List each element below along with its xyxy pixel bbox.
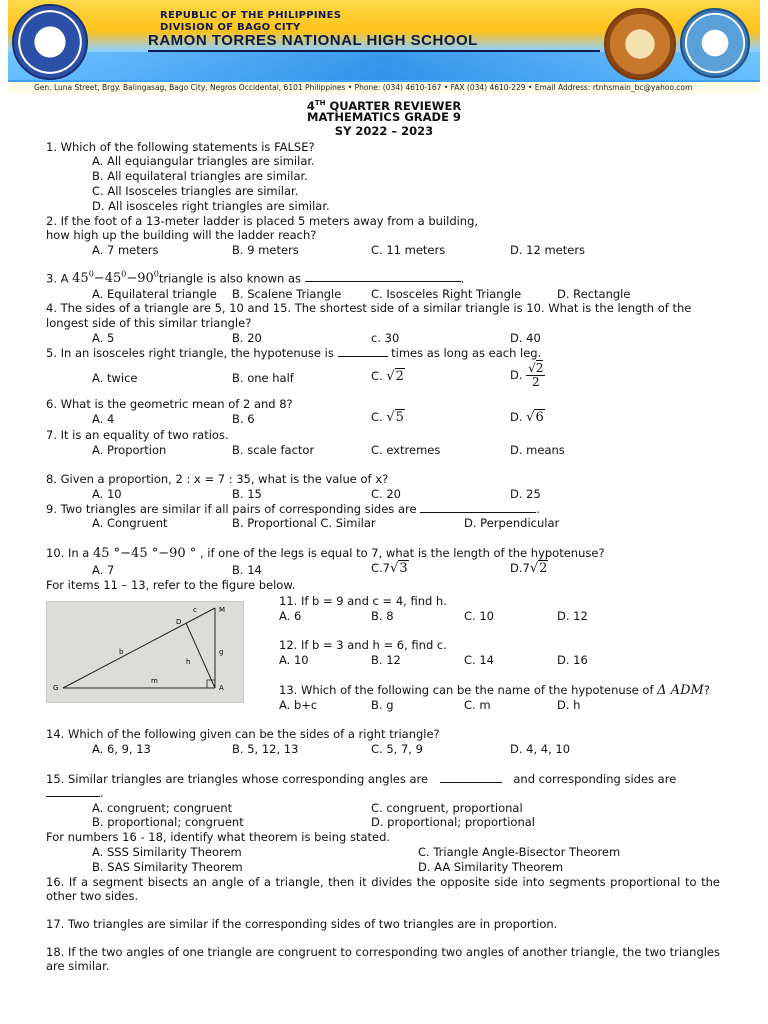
- triangle-diagram: [47, 602, 243, 702]
- q2-option-c: C. 11 meters: [371, 243, 446, 257]
- q15-option-c: C. congruent, proportional: [371, 801, 523, 815]
- label-M: M: [219, 606, 226, 614]
- q6-text: 6. What is the geometric mean of 2 and 8?: [46, 397, 293, 411]
- q5-option-b: B. one half: [232, 371, 294, 385]
- label-g: g: [219, 648, 224, 656]
- q3-option-a: A. Equilateral triangle: [92, 287, 217, 301]
- q2-option-d: D. 12 meters: [510, 243, 586, 257]
- q9-blank: [420, 502, 536, 513]
- triangle-figure: [46, 601, 244, 703]
- q16-18-intro: For numbers 16 - 18, identify what theorem is being stated.: [46, 830, 391, 844]
- q14-option-b: B. 5, 12, 13: [232, 742, 299, 756]
- q5-option-d: D. $\frac{√2}{2}$: [510, 361, 544, 389]
- q15-continued: .: [46, 786, 104, 800]
- q7-option-b: B. scale factor: [232, 443, 315, 457]
- q15-blank-1: [440, 772, 502, 783]
- q8-text: 8. Given a proportion, 2 : x = 7 : 35, what is the value of x?: [46, 472, 389, 486]
- label-D: D: [176, 618, 182, 626]
- q6-option-c: C. √5: [371, 410, 404, 425]
- q15-option-b: B. proportional; congruent: [92, 815, 244, 829]
- q18-text: 18. If the two angles of one triangle are congruent to corresponding two angles of another triangle, the two triangles are similar.: [46, 945, 720, 973]
- header-rule: [148, 50, 600, 52]
- label-G: G: [53, 684, 59, 692]
- q4-line1: 4. The sides of a triangle are 5, 10 and 15. The shortest side of a similar triangle is 10. What is the length of the: [46, 301, 692, 315]
- label-c: c: [193, 606, 197, 614]
- q6-option-b: B. 6: [232, 412, 255, 426]
- q3-option-d: D. Rectangle: [557, 287, 631, 301]
- q8-option-a: A. 10: [92, 487, 122, 501]
- q12-option-b: B. 12: [371, 653, 401, 667]
- q1-text: 1. Which of the following statements is FALSE?: [46, 140, 315, 154]
- q1-option-c: C. All Isosceles triangles are similar.: [92, 184, 299, 198]
- q1-option-d: D. All isosceles right triangles are similar.: [92, 199, 330, 213]
- q1-option-a: A. All equiangular triangles are similar.: [92, 154, 315, 168]
- q10-option-c: C.7√3: [371, 561, 408, 576]
- q17-text: 17. Two triangles are similar if the corresponding sides of two triangles are in proportion.: [46, 917, 558, 931]
- q13-text: 13. Which of the following can be the name of the hypotenuse of Δ ADM?: [279, 683, 710, 698]
- school-seal-icon: [604, 8, 676, 80]
- q11-option-d: D. 12: [557, 609, 588, 623]
- q7-option-c: C. extremes: [371, 443, 441, 457]
- q5-option-c: C. √2: [371, 369, 404, 384]
- q4-option-c: c. 30: [371, 331, 400, 345]
- q3-option-c: C. Isosceles Right Triangle: [371, 287, 522, 301]
- school-year: SY 2022 – 2023: [334, 124, 434, 138]
- q15-text: 15. Similar triangles are triangles whose corresponding angles are and corresponding sides are: [46, 772, 677, 786]
- q12-option-a: A. 10: [279, 653, 309, 667]
- header-address: Gen. Luna Street, Brgy. Balingasag, Bago City, Negros Occidental, 6101 Philippines • Phone: (034) 4610-167 • FAX (034) 4610-229 • Email Address: rtnhsmain_bc@yahoo.com: [8, 82, 760, 94]
- reviewer-title: 4TH QUARTER REVIEWER: [306, 98, 462, 113]
- q15-blank-2: [46, 786, 100, 797]
- q2-line2: how high up the building will the ladder reach?: [46, 228, 317, 242]
- theorem-option-c: C. Triangle Angle-Bisector Theorem: [418, 845, 621, 859]
- q10-text: 10. In a 45 °−45 °−90 ° , if one of the legs is equal to 7, what is the length of the hypotenuse?: [46, 546, 605, 561]
- city-seal-icon: [680, 8, 750, 78]
- q3-text: 3. A $45^0-45^0-90^0triangle$ is also known as .: [46, 270, 465, 287]
- theorem-option-b: B. SAS Similarity Theorem: [92, 860, 243, 874]
- q8-option-b: B. 15: [232, 487, 262, 501]
- q4-option-b: B. 20: [232, 331, 262, 345]
- q5-option-a: A. twice: [92, 371, 138, 385]
- refer-instruction: For items 11 – 13, refer to the figure below.: [46, 578, 296, 592]
- q5-text: 5. In an isosceles right triangle, the hypotenuse is times as long as each leg.: [46, 346, 542, 360]
- q7-text: 7. It is an equality of two ratios.: [46, 428, 229, 442]
- header-school-name: RAMON TORRES NATIONAL HIGH SCHOOL: [148, 32, 478, 49]
- q14-option-d: D. 4, 4, 10: [510, 742, 571, 756]
- q6-option-a: A. 4: [92, 412, 115, 426]
- label-h: h: [186, 658, 191, 666]
- q9-option-a: A. Congruent: [92, 516, 168, 530]
- theorem-option-d: D. AA Similarity Theorem: [418, 860, 564, 874]
- q7-option-d: D. means: [510, 443, 565, 457]
- q10-option-a: A. 7: [92, 563, 115, 577]
- label-m: m: [151, 677, 158, 685]
- q12-text: 12. If b = 3 and h = 6, find c.: [279, 638, 447, 652]
- q11-option-b: B. 8: [371, 609, 394, 623]
- q4-option-a: A. 5: [92, 331, 115, 345]
- q7-option-a: A. Proportion: [92, 443, 167, 457]
- q11-text: 11. If b = 9 and c = 4, find h.: [279, 594, 447, 608]
- q11-option-c: C. 10: [464, 609, 494, 623]
- q13-option-d: D. h: [557, 698, 581, 712]
- q15-option-a: A. congruent; congruent: [92, 801, 233, 815]
- q12-option-c: C. 14: [464, 653, 494, 667]
- q2-option-b: B. 9 meters: [232, 243, 299, 257]
- q11-option-a: A. 6: [279, 609, 302, 623]
- deped-seal-icon: [12, 4, 88, 80]
- q15-option-d: D. proportional; proportional: [371, 815, 535, 829]
- q4-line2: longest side of this similar triangle?: [46, 316, 252, 330]
- q14-option-a: A. 6, 9, 13: [92, 742, 151, 756]
- q2-line1: 2. If the foot of a 13-meter ladder is placed 5 meters away from a building,: [46, 214, 479, 228]
- q4-option-d: D. 40: [510, 331, 541, 345]
- q9-option-b: B. Proportional C. Similar: [232, 516, 376, 530]
- subject-title: MATHEMATICS GRADE 9: [307, 110, 461, 124]
- q8-option-d: D. 25: [510, 487, 541, 501]
- q5-blank: [338, 346, 388, 357]
- q9-option-d: D. Perpendicular: [464, 516, 560, 530]
- q13-option-b: B. g: [371, 698, 394, 712]
- q10-option-b: B. 14: [232, 563, 262, 577]
- q9-text: 9. Two triangles are similar if all pairs of corresponding sides are .: [46, 502, 540, 516]
- q1-option-b: B. All equilateral triangles are similar.: [92, 169, 308, 183]
- label-A: A: [219, 684, 224, 692]
- q3-blank: [305, 271, 461, 282]
- q16-text: 16. If a segment bisects an angle of a triangle, then it divides the opposite side into segments proportional to the other two sides.: [46, 875, 720, 903]
- q10-option-d: D.7√2: [510, 561, 548, 576]
- q14-option-c: C. 5, 7, 9: [371, 742, 423, 756]
- q6-option-d: D. √6: [510, 410, 544, 425]
- q8-option-c: C. 20: [371, 487, 401, 501]
- header-republic: REPUBLIC OF THE PHILIPPINES: [160, 10, 342, 21]
- header-division: DIVISION OF BAGO CITY: [160, 22, 301, 33]
- q14-text: 14. Which of the following given can be the sides of a right triangle?: [46, 727, 440, 741]
- q13-option-a: A. b+c: [279, 698, 318, 712]
- q3-option-b: B. Scalene Triangle: [232, 287, 342, 301]
- theorem-option-a: A. SSS Similarity Theorem: [92, 845, 242, 859]
- label-b: b: [119, 648, 124, 656]
- q12-option-d: D. 16: [557, 653, 588, 667]
- q13-option-c: C. m: [464, 698, 491, 712]
- q2-option-a: A. 7 meters: [92, 243, 159, 257]
